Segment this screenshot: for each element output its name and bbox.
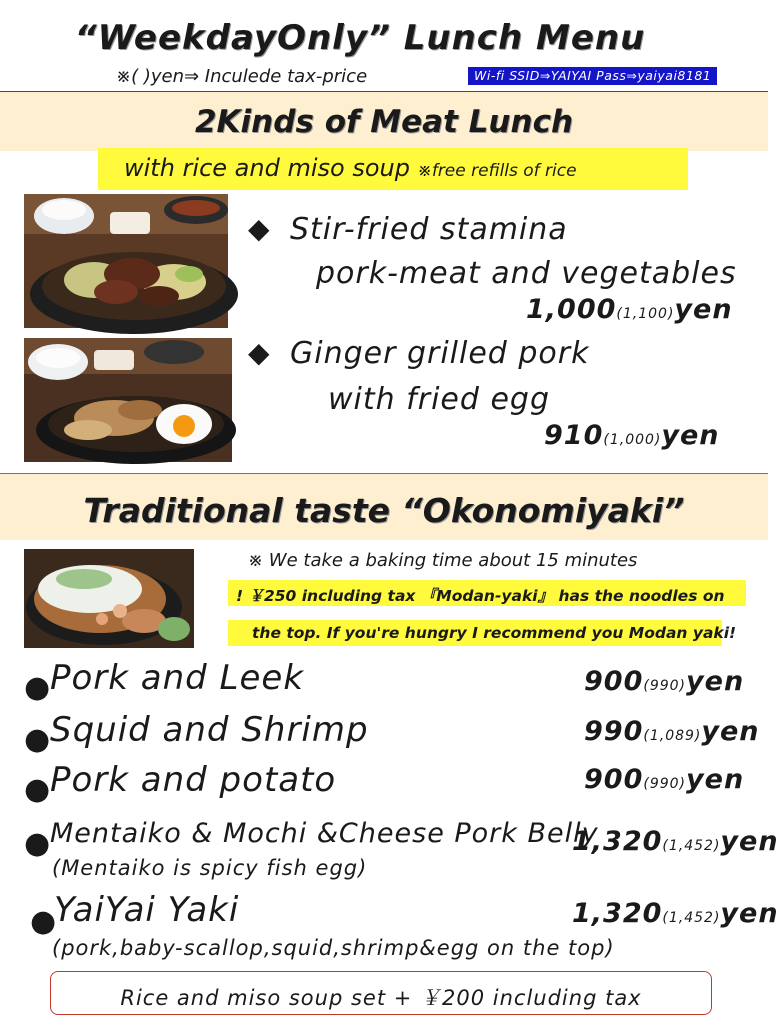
rice-soup-note (124, 154, 577, 182)
tax-note: ※( )yen⇒ Inculede tax-price (116, 66, 368, 87)
menu-title: “WeekdayOnly” Lunch Menu (74, 18, 646, 58)
mentaiko-mochi-name: Mentaiko & Mochi &Cheese Pork Belly (50, 818, 599, 849)
ginger-pork-photo (24, 338, 232, 462)
price-incl-tax: (1,000) (603, 432, 662, 448)
pork-leek-price (584, 666, 744, 697)
item-bullet-diamond: ◆ (248, 336, 270, 369)
rice-soup-subtitle: with rice and miso soup (124, 154, 410, 182)
refill-note: ※free refills of rice (417, 161, 577, 181)
price-unit: yen (686, 764, 745, 795)
mentaiko-mochi-price (572, 826, 779, 857)
price-incl-tax: (1,452) (662, 910, 721, 926)
price-value: 990 (584, 716, 644, 747)
price-unit: yen (720, 898, 779, 929)
item-bullet-dot: ● (24, 826, 51, 861)
pork-potato-price (584, 764, 744, 795)
price-unit: yen (720, 826, 779, 857)
price-value: 1,320 (572, 898, 663, 929)
price-value: 910 (544, 420, 604, 451)
pork-potato-name: Pork and potato (50, 760, 337, 800)
price-unit: yen (701, 716, 760, 747)
price-value: 900 (584, 666, 644, 697)
stamina-pork-name-line1: Stir-fried stamina (290, 212, 568, 247)
okonomiyaki-title: Traditional taste “Okonomiyaki” (83, 491, 685, 530)
yaiyai-yaki-name: YaiYai Yaki (54, 890, 240, 930)
squid-shrimp-price (584, 716, 760, 747)
modan-yaki-note-line2: the top. If you're hungry I recommend you Modan yaki! (252, 624, 737, 642)
price-value: 900 (584, 764, 644, 795)
price-unit: yen (674, 294, 733, 325)
price-value: 1,320 (572, 826, 663, 857)
item-bullet-dot: ● (30, 904, 57, 939)
wifi-info: Wi-fi SSID⇒YAIYAI Pass⇒yaiyai8181 (468, 67, 717, 85)
yaiyai-yaki-description: (pork,baby-scallop,squid,shrimp&egg on the top) (52, 936, 615, 960)
ginger-pork-price (544, 420, 720, 451)
item-bullet-dot: ● (24, 772, 51, 807)
price-incl-tax: (990) (643, 776, 687, 792)
okonomiyaki-photo (24, 549, 194, 648)
mentaiko-description: (Mentaiko is spicy fish egg) (52, 856, 368, 880)
stamina-pork-price (526, 294, 733, 325)
price-incl-tax: (1,100) (616, 306, 675, 322)
rice-miso-set-note: Rice and miso soup set + ￥200 including tax (120, 986, 642, 1010)
price-unit: yen (686, 666, 745, 697)
modan-yaki-note-line1: ! ￥250 including tax 『Modan-yaki』 has the noodles on (236, 587, 725, 605)
pork-leek-name: Pork and Leek (50, 658, 305, 698)
stamina-pork-photo (24, 194, 228, 328)
price-value: 1,000 (526, 294, 617, 325)
price-unit: yen (661, 420, 720, 451)
price-incl-tax: (990) (643, 678, 687, 694)
squid-shrimp-name: Squid and Shrimp (50, 710, 369, 750)
yaiyai-yaki-price (572, 898, 779, 929)
ginger-pork-name-line1: Ginger grilled pork (290, 336, 590, 371)
item-bullet-diamond: ◆ (248, 212, 270, 245)
meat-lunch-title: 2Kinds of Meat Lunch (194, 104, 574, 140)
item-bullet-dot: ● (24, 670, 51, 705)
ginger-pork-name-line2: with fried egg (328, 382, 550, 417)
item-bullet-dot: ● (24, 722, 51, 757)
stamina-pork-name-line2: pork-meat and vegetables (316, 256, 737, 291)
price-incl-tax: (1,089) (643, 728, 702, 744)
price-incl-tax: (1,452) (662, 838, 721, 854)
baking-time-note: ※ We take a baking time about 15 minutes (248, 550, 638, 571)
